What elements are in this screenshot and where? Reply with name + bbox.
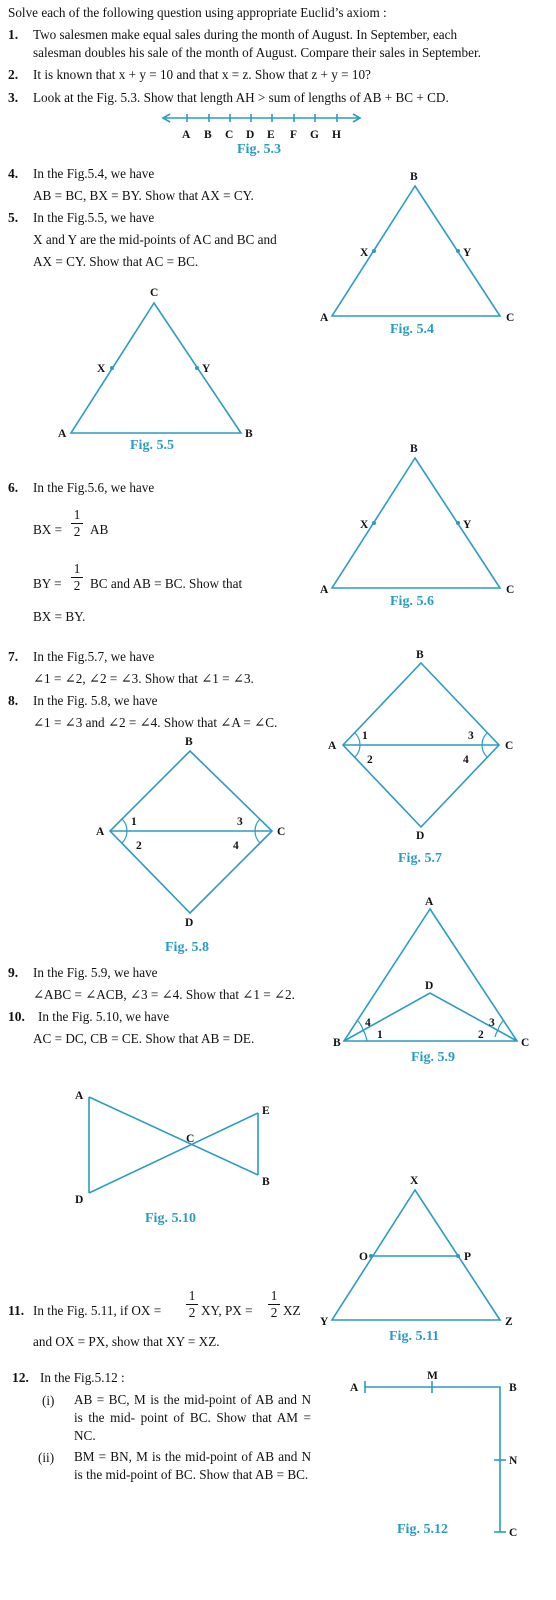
- fig58-caption: Fig. 5.8: [165, 940, 209, 955]
- question-number-12: 12.: [12, 1370, 29, 1385]
- fig511-label-o: O: [359, 1251, 368, 1263]
- question-9-line-2: ∠ABC = ∠ACB, ∠3 = ∠4. Show that ∠1 = ∠2.: [33, 987, 295, 1002]
- fig59-label-1: 1: [377, 1029, 383, 1041]
- question-7-line-1: In the Fig.5.7, we have: [33, 649, 155, 664]
- fig53-point-g: G: [310, 129, 319, 141]
- fig512-label-b: B: [509, 1382, 517, 1394]
- question-6-ab: AB: [90, 522, 109, 537]
- figure-5-9: [330, 893, 540, 1053]
- question-number-7: 7.: [8, 649, 19, 664]
- fig53-point-a: A: [182, 129, 191, 141]
- fraction-denominator: 2: [270, 1305, 278, 1320]
- question-6-fraction-1: [71, 508, 83, 539]
- question-6-bc: BC and AB = BC. Show that: [90, 576, 243, 591]
- question-number-8: 8.: [8, 693, 19, 708]
- question-8-line-1: In the Fig. 5.8, we have: [33, 693, 158, 708]
- question-4-line-2: AB = BC, BX = BY. Show that AX = CY.: [33, 188, 254, 203]
- question-10-line-1: In the Fig. 5.10, we have: [38, 1009, 170, 1024]
- question-12-part-ii-label: (ii): [38, 1450, 55, 1465]
- fig59-label-b: B: [333, 1037, 341, 1049]
- fig511-label-x: X: [410, 1175, 419, 1187]
- instructions-text: Solve each of the following question using appropriate Euclid’s axiom :: [8, 5, 387, 20]
- fraction-numerator: 1: [73, 561, 81, 576]
- fig57-caption: Fig. 5.7: [398, 851, 442, 866]
- question-6-line-1: In the Fig.5.6, we have: [33, 480, 155, 495]
- fig512-label-m: M: [427, 1370, 438, 1382]
- fig59-label-4: 4: [365, 1017, 371, 1029]
- fig58-label-a: A: [96, 826, 105, 838]
- fig58-label-4: 4: [233, 840, 239, 852]
- fig56-label-y: Y: [463, 519, 472, 531]
- fraction-numerator: 1: [270, 1288, 278, 1303]
- fig53-caption: Fig. 5.3: [237, 142, 281, 157]
- question-6-fraction-2: [71, 562, 83, 593]
- fraction-numerator: 1: [73, 507, 81, 522]
- fig59-label-d: D: [425, 980, 434, 992]
- figure-5-10: [70, 1085, 290, 1205]
- fig53-point-c: C: [225, 129, 234, 141]
- fig54-label-y: Y: [463, 247, 472, 259]
- question-number-9: 9.: [8, 965, 19, 980]
- fig58-label-b: B: [185, 736, 193, 748]
- fig511-label-z: Z: [505, 1316, 513, 1328]
- fig512-label-a: A: [350, 1382, 359, 1394]
- fig58-label-d: D: [185, 917, 194, 929]
- question-7-line-2: ∠1 = ∠2, ∠2 = ∠3. Show that ∠1 = ∠3.: [33, 671, 254, 686]
- fig510-label-e: E: [262, 1105, 270, 1117]
- question-5-line-1: In the Fig.5.5, we have: [33, 210, 155, 225]
- fig58-label-1: 1: [131, 816, 137, 828]
- question-6-by: BY =: [33, 576, 62, 591]
- fig54-label-b: B: [410, 171, 418, 183]
- fraction-denominator: 2: [188, 1305, 196, 1320]
- question-12-part-ii-text: BM = BN, M is the mid-point of AB and N is the mid-point of BC. Show that AB = BC.: [74, 1449, 311, 1482]
- fig55-label-y: Y: [202, 363, 211, 375]
- fig56-label-c: C: [506, 584, 515, 596]
- question-9-line-1: In the Fig. 5.9, we have: [33, 965, 158, 980]
- fig59-label-3: 3: [489, 1017, 495, 1029]
- fig56-caption: Fig. 5.6: [390, 594, 434, 609]
- fig510-caption: Fig. 5.10: [145, 1211, 196, 1226]
- fig57-label-2: 2: [367, 754, 373, 766]
- fig56-label-x: X: [360, 519, 369, 531]
- fig57-label-a: A: [328, 740, 337, 752]
- fig57-label-d: D: [416, 830, 425, 842]
- question-number-3: 3.: [8, 90, 19, 105]
- question-2-text: It is known that x + y = 10 and that x = z. Show that z + y = 10?: [33, 67, 371, 82]
- fig54-label-c: C: [506, 312, 515, 324]
- question-11-xz: XZ: [283, 1303, 301, 1318]
- fig54-caption: Fig. 5.4: [390, 322, 434, 337]
- question-1-line-1: Two salesmen make equal sales during the month of August. In September, each: [33, 27, 458, 42]
- fraction-denominator: 2: [73, 578, 81, 593]
- figure-5-4: [318, 168, 538, 328]
- fig512-label-n: N: [509, 1455, 518, 1467]
- question-11-fraction-1: [186, 1289, 198, 1320]
- fig56-label-b: B: [410, 443, 418, 455]
- fig512-caption: Fig. 5.12: [397, 1522, 448, 1537]
- fig511-label-y: Y: [320, 1316, 329, 1328]
- fig59-label-a: A: [425, 896, 434, 908]
- fig53-point-b: B: [204, 129, 212, 141]
- question-12-line-1: In the Fig.5.12 :: [40, 1370, 125, 1385]
- figure-5-8: [92, 733, 302, 933]
- fig55-label-x: X: [97, 363, 106, 375]
- question-12-part-i-text: AB = BC, M is the mid-point of AB and N is the mid- point of BC. Show that AM = NC.: [74, 1392, 311, 1443]
- fig53-point-h: H: [332, 129, 341, 141]
- fig512-label-c: C: [509, 1527, 518, 1539]
- figure-5-6: [318, 440, 538, 600]
- question-number-11: 11.: [8, 1303, 25, 1318]
- figure-5-7: [325, 645, 525, 845]
- fig55-label-b: B: [245, 428, 253, 440]
- fig59-label-2: 2: [478, 1029, 484, 1041]
- fig57-label-3: 3: [468, 730, 474, 742]
- fig56-label-a: A: [320, 584, 329, 596]
- fig53-point-d: D: [246, 129, 255, 141]
- question-1-line-2: salesman doubles his sale of the month of August. Compare their sales in September.: [33, 45, 481, 60]
- question-number-6: 6.: [8, 480, 19, 495]
- question-number-1: 1.: [8, 27, 19, 42]
- fig59-caption: Fig. 5.9: [411, 1050, 455, 1065]
- question-number-5: 5.: [8, 210, 19, 225]
- fig510-label-c: C: [186, 1133, 195, 1145]
- question-number-2: 2.: [8, 67, 19, 82]
- fig57-label-4: 4: [463, 754, 469, 766]
- fig55-label-c: C: [150, 287, 159, 299]
- question-5-line-2: X and Y are the mid-points of AC and BC and: [33, 232, 277, 247]
- fig53-point-e: E: [267, 129, 275, 141]
- fraction-denominator: 2: [73, 524, 81, 539]
- fig511-label-p: P: [464, 1251, 472, 1263]
- question-5-line-3: AX = CY. Show that AC = BC.: [33, 254, 199, 269]
- figure-5-11: [318, 1172, 528, 1328]
- fig54-label-x: X: [360, 247, 369, 259]
- fig511-caption: Fig. 5.11: [389, 1329, 440, 1344]
- question-8-line-2: ∠1 = ∠3 and ∠2 = ∠4. Show that ∠A = ∠C.: [33, 715, 278, 730]
- fig55-caption: Fig. 5.5: [130, 438, 174, 453]
- question-6-bx: BX =: [33, 522, 63, 537]
- fig57-label-1: 1: [362, 730, 368, 742]
- figure-5-5: [55, 285, 275, 445]
- fig59-label-c: C: [521, 1037, 530, 1049]
- question-10-line-2: AC = DC, CB = CE. Show that AB = DE.: [33, 1031, 255, 1046]
- question-12-part-i-label: (i): [42, 1393, 55, 1408]
- fig54-label-a: A: [320, 312, 329, 324]
- fig58-label-2: 2: [136, 840, 142, 852]
- fig58-label-3: 3: [237, 816, 243, 828]
- question-number-10: 10.: [8, 1009, 25, 1024]
- question-4-line-1: In the Fig.5.4, we have: [33, 166, 155, 181]
- question-11-pre: In the Fig. 5.11, if OX =: [33, 1303, 162, 1318]
- question-11-line-2: and OX = PX, show that XY = XZ.: [33, 1334, 220, 1349]
- fig55-label-a: A: [58, 428, 67, 440]
- fig53-point-f: F: [290, 129, 298, 141]
- question-11-xy: XY, PX =: [201, 1303, 253, 1318]
- fig510-label-a: A: [75, 1090, 84, 1102]
- question-11-fraction-2: [268, 1289, 280, 1320]
- fig57-label-b: B: [416, 649, 424, 661]
- question-number-4: 4.: [8, 166, 19, 181]
- fraction-numerator: 1: [188, 1288, 196, 1303]
- fig57-label-c: C: [505, 740, 514, 752]
- fig510-label-d: D: [75, 1194, 84, 1206]
- question-6-line-4: BX = BY.: [33, 609, 86, 624]
- fig58-label-c: C: [277, 826, 286, 838]
- fig510-label-b: B: [262, 1176, 270, 1188]
- question-3-text: Look at the Fig. 5.3. Show that length AH > sum of lengths of AB + BC + CD.: [33, 90, 449, 105]
